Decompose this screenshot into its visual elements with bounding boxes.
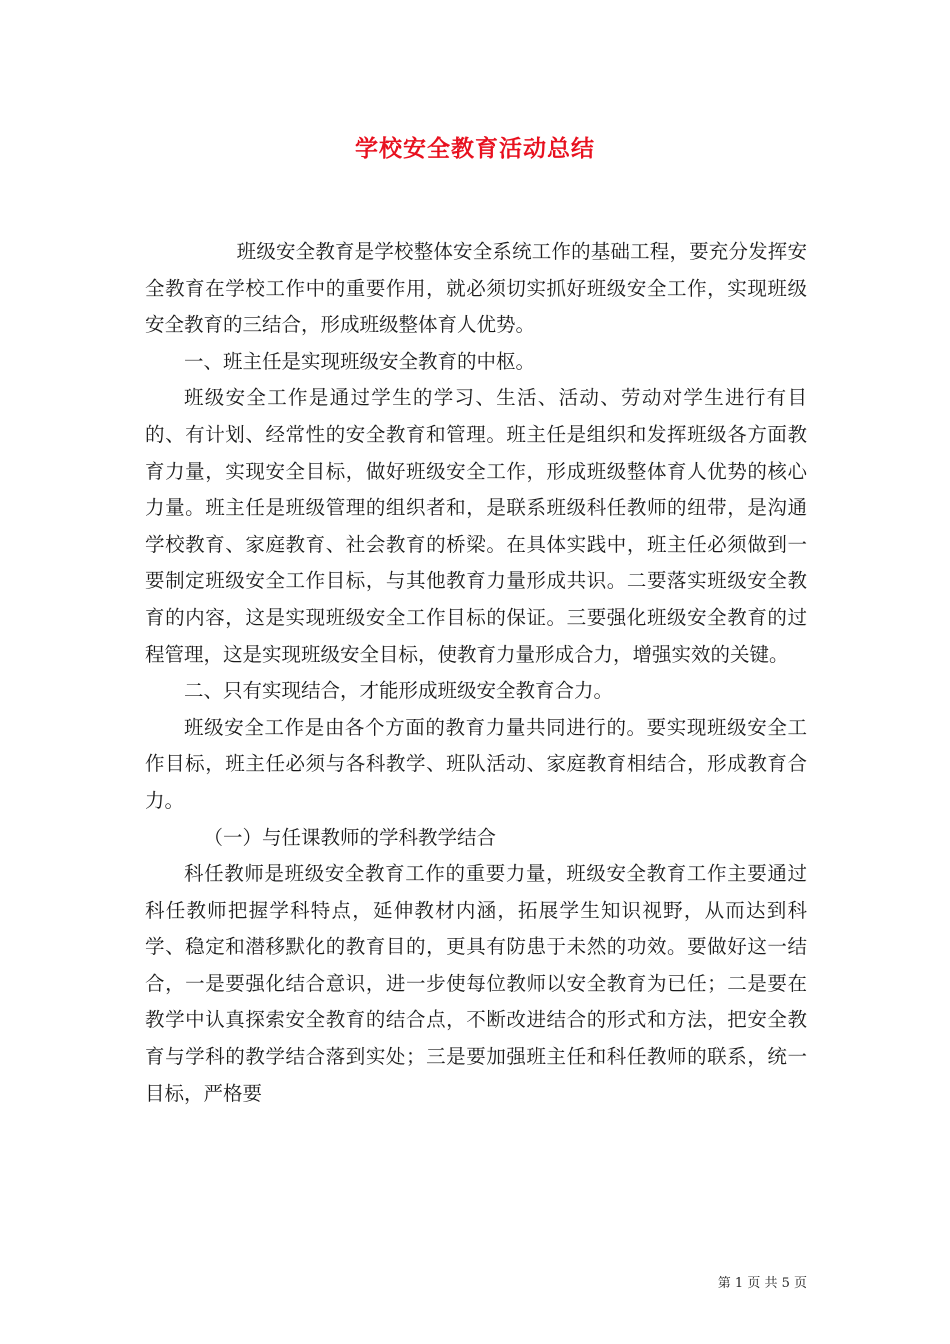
paragraph-intro: 班级安全教育是学校整体安全系统工作的基础工程，要充分发挥安全教育在学校工作中的重要作用，就必须切实抓好班级安全工作，实现班级安全教育的三结合，形成班级整体育人优势。 xyxy=(145,240,807,337)
document-title: 学校安全教育活动总结 xyxy=(355,135,595,162)
paragraph-section-1: 班级安全工作是通过学生的学习、生活、活动、劳动对学生进行有目的、有计划、经常性的安全教育和管理。班主任是组织和发挥班级各方面教育力量，实现安全目标，做好班级安全工作，形成班级整体育人优势的核心力量。班主任是班级管理的组织者和，是联系班级科任教师的纽带，是沟通学校教育、家庭教育、社会教育的桥梁。在具体实践中，班主任必须做到一要制定班级安全工作目标，与其他教育力量形成共识。二要落实班级安全教育的内容，这是实现班级安全工作目标的保证。三要强化班级安全教育的过程管理，这是实现班级安全目标，使教育力量形成合力，增强实效的关键。 xyxy=(145,386,807,666)
page-number-footer: 第 1 页 共 5 页 xyxy=(717,1276,807,1291)
subheading-2-1: （一）与任课教师的学科教学结合 xyxy=(203,825,497,849)
heading-section-2: 二、只有实现结合，才能形成班级安全教育合力。 xyxy=(184,679,614,703)
heading-section-1: 一、班主任是实现班级安全教育的中枢。 xyxy=(184,349,536,373)
document-body xyxy=(145,234,807,1112)
paragraph-subsection-2-1: 科任教师是班级安全教育工作的重要力量，班级安全教育工作主要通过科任教师把握学科特点，延伸教材内涵，拓展学生知识视野，从而达到科学、稳定和潜移默化的教育目的，更具有防患于未然的功效。要做好这一结合，一是要强化结合意识，进一步使每位教师以安全教育为已任；二是要在教学中认真探索安全教育的结合点，不断改进结合的形式和方法，把安全教育与学科的教学结合落到实处；三是要加强班主任和科任教师的联系，统一目标，严格要 xyxy=(145,862,807,1105)
paragraph-section-2: 班级安全工作是由各个方面的教育力量共同进行的。要实现班级安全工作目标，班主任必须与各科教学、班队活动、家庭教育相结合，形成教育合力。 xyxy=(145,715,807,812)
